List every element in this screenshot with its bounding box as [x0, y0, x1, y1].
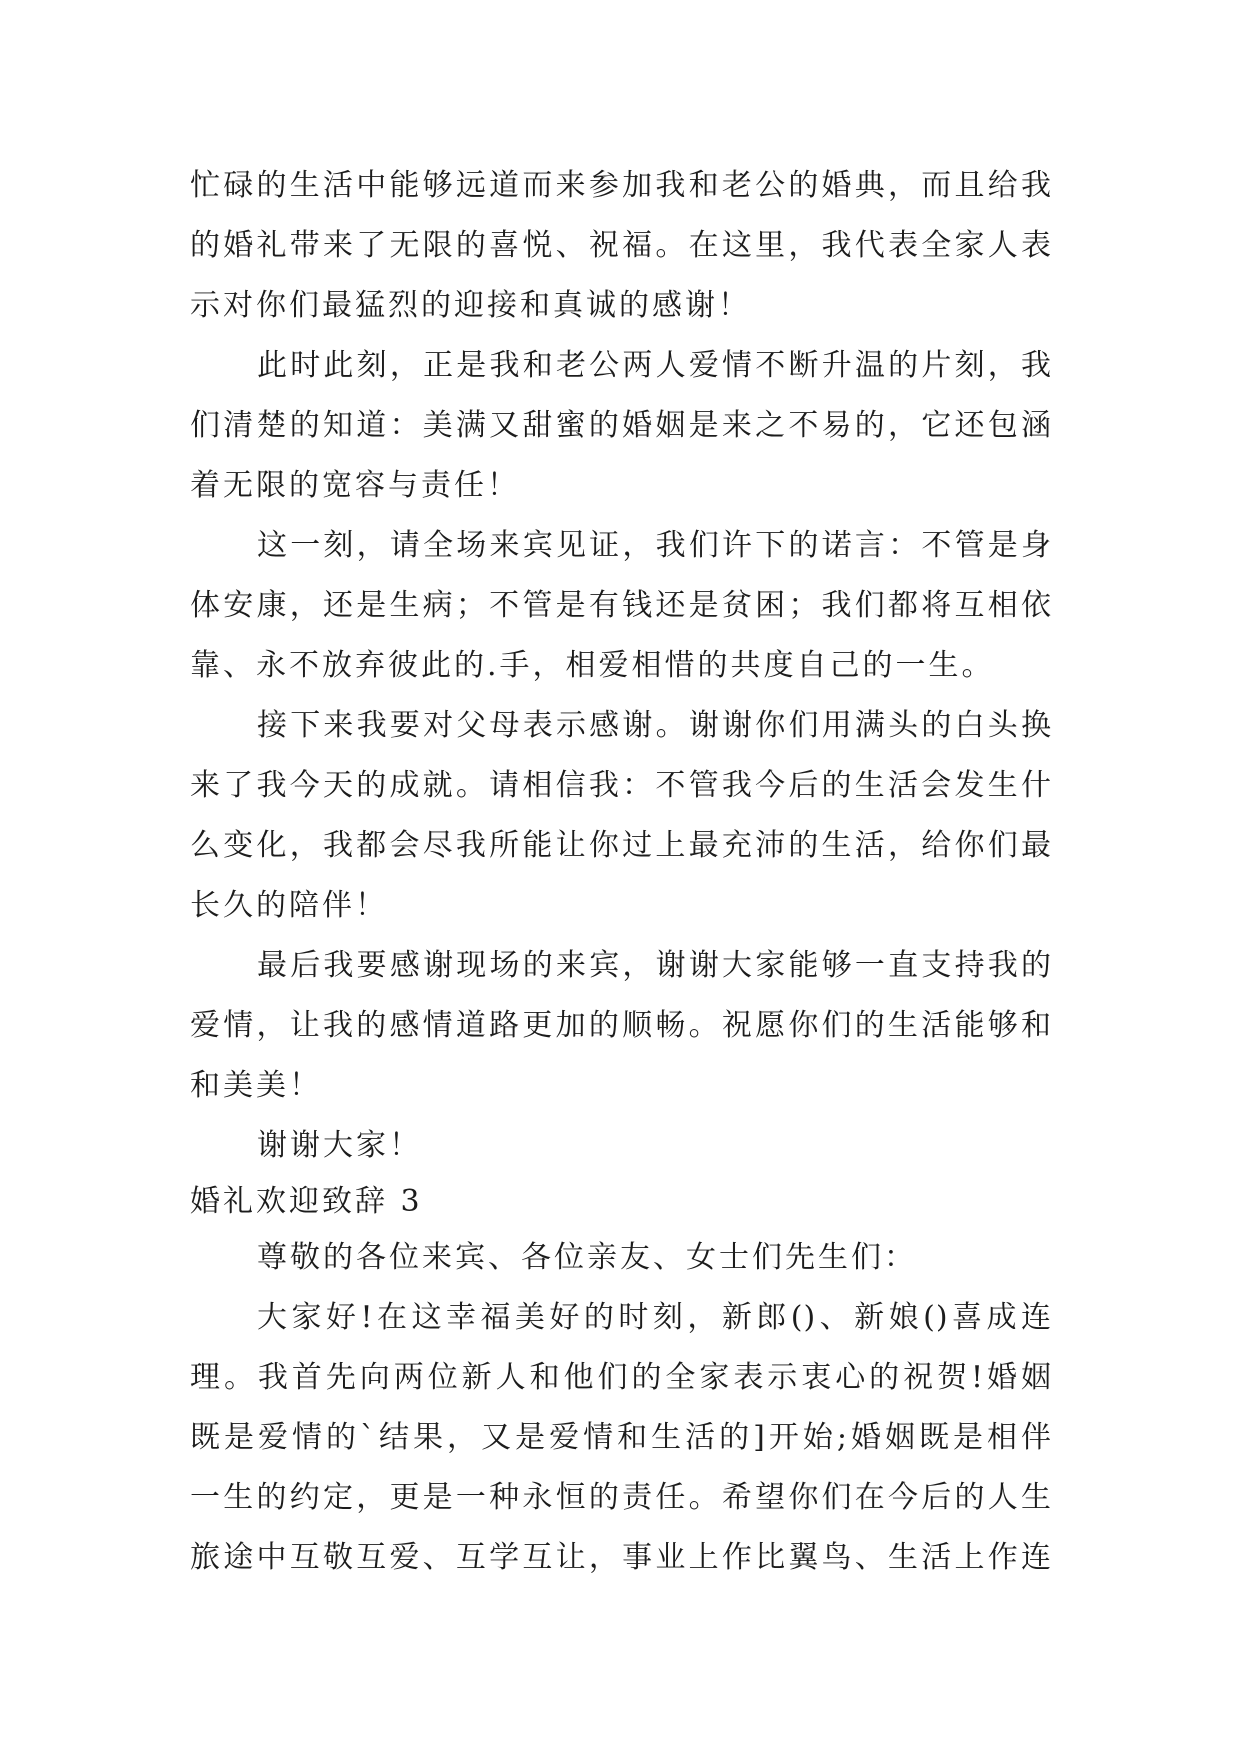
paragraph-line: 忙碌的生活中能够远道而来参加我和老公的婚典，而且给我: [190, 168, 1052, 203]
section-heading: 婚礼欢迎致辞 3: [190, 1184, 423, 1219]
paragraph-line: 长久的陪伴！: [190, 888, 388, 923]
paragraph-line: 最后我要感谢现场的来宾，谢谢大家能够一直支持我的: [257, 948, 1052, 983]
paragraph-line: 们清楚的知道：美满又甜蜜的婚姻是来之不易的，它还包涵: [190, 408, 1052, 443]
paragraph-line: 此时此刻，正是我和老公两人爱情不断升温的片刻，我: [257, 348, 1052, 383]
paragraph-line: 谢谢大家！: [257, 1128, 422, 1163]
paragraph-line: 靠、永不放弃彼此的.手，相爱相惜的共度自己的一生。: [190, 648, 995, 683]
paragraph-line: 体安康，还是生病；不管是有钱还是贫困；我们都将互相依: [190, 588, 1052, 623]
paragraph-line: 尊敬的各位来宾、各位亲友、女士们先生们：: [257, 1240, 917, 1275]
paragraph-line: 和美美！: [190, 1068, 322, 1103]
paragraph-line: 一生的约定，更是一种永恒的责任。希望你们在今后的人生: [190, 1480, 1052, 1515]
paragraph-line: 来了我今天的成就。请相信我：不管我今后的生活会发生什: [190, 768, 1052, 803]
paragraph-line: 旅途中互敬互爱、互学互让，事业上作比翼鸟、生活上作连: [190, 1540, 1052, 1575]
paragraph-line: 理。我首先向两位新人和他们的全家表示衷心的祝贺!婚姻: [190, 1360, 1052, 1395]
paragraph-line: 么变化，我都会尽我所能让你过上最充沛的生活，给你们最: [190, 828, 1052, 863]
paragraph-line: 爱情，让我的感情道路更加的顺畅。祝愿你们的生活能够和: [190, 1008, 1052, 1043]
paragraph-line: 接下来我要对父母表示感谢。谢谢你们用满头的白头换: [257, 708, 1052, 743]
paragraph-line: 既是爱情的`结果，又是爱情和生活的]开始;婚姻既是相伴: [190, 1420, 1052, 1455]
paragraph-line: 这一刻，请全场来宾见证，我们许下的诺言：不管是身: [257, 528, 1052, 563]
paragraph-line: 示对你们最猛烈的迎接和真诚的感谢！: [190, 288, 751, 323]
paragraph-line: 大家好!在这幸福美好的时刻，新郎()、新娘()喜成连: [257, 1300, 1052, 1335]
paragraph-line: 的婚礼带来了无限的喜悦、祝福。在这里，我代表全家人表: [190, 228, 1052, 263]
paragraph-line: 着无限的宽容与责任！: [190, 468, 520, 503]
